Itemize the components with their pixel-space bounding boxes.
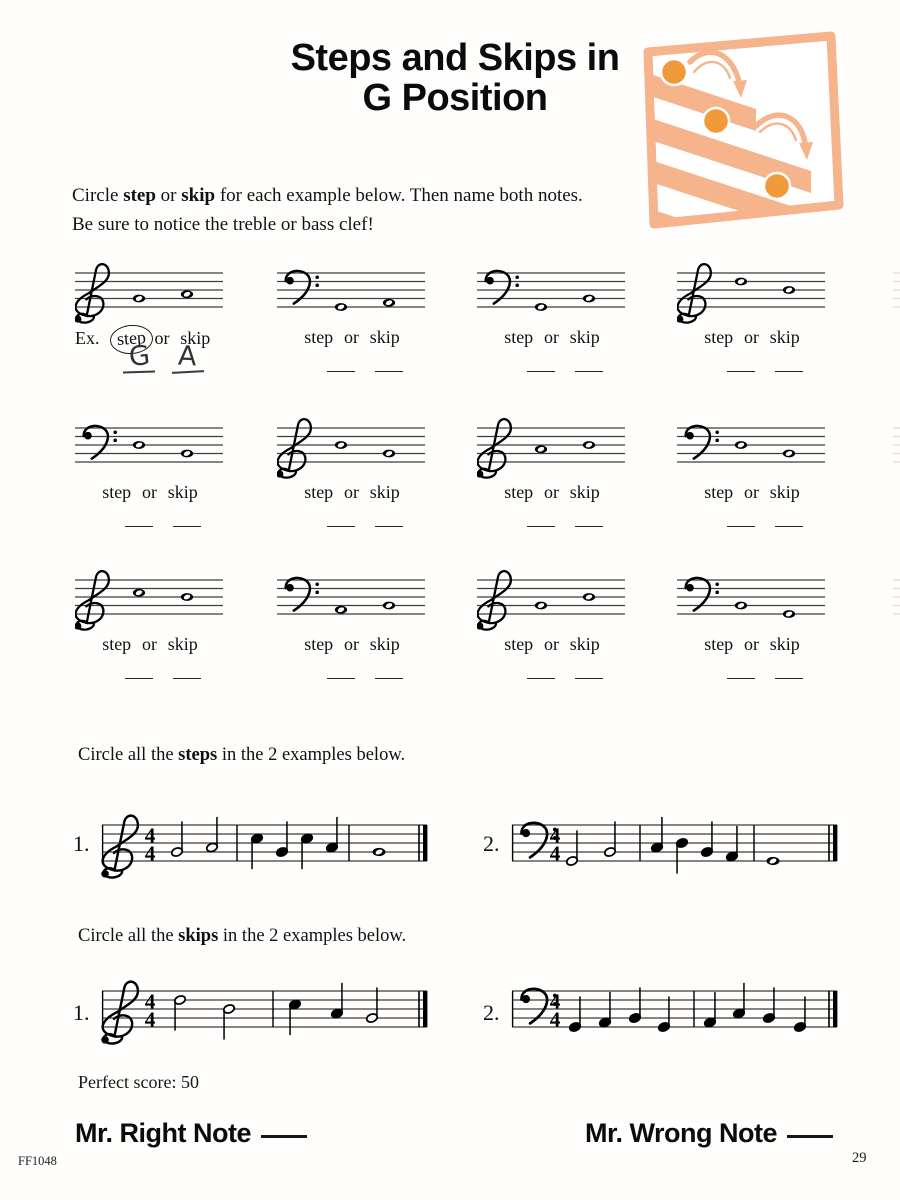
notation-example-cell [477, 414, 629, 538]
answer-blank[interactable] [775, 678, 803, 679]
mini-staff [477, 414, 629, 486]
whole-note [335, 441, 347, 449]
mr-wrong-note-blank[interactable] [787, 1135, 833, 1138]
instructions-line1: Circle step or skip for each example below. Then name both notes. [72, 185, 583, 206]
answer-blank[interactable] [173, 678, 201, 679]
quarter-note [289, 999, 302, 1035]
page-number: 29 [852, 1150, 867, 1166]
notation-example-cell [277, 259, 429, 383]
final-barline-thick [833, 825, 837, 861]
whole-note [181, 450, 193, 458]
steps-section-heading: Circle all the steps in the 2 examples below. [78, 745, 406, 765]
whole-note [335, 303, 347, 311]
mr-wrong-note [585, 1118, 833, 1149]
perfect-score: Perfect score: 50 [78, 1072, 199, 1092]
mini-staff [75, 259, 227, 331]
bass-clef-dot [315, 275, 319, 279]
mini-staff [277, 414, 429, 486]
bass-clef-dot [113, 439, 117, 443]
whole-note [535, 303, 547, 311]
ball-icon [764, 173, 790, 199]
whole-note [383, 450, 395, 458]
half-note [174, 995, 187, 1031]
time-signature-numerator: 4 [144, 823, 156, 848]
mr-right-note-blank[interactable] [261, 1135, 307, 1138]
page-title-line1: Steps and Skips in [290, 37, 620, 79]
answer-blank[interactable] [527, 526, 555, 527]
whole-note [735, 602, 747, 610]
quarter-note [704, 992, 717, 1028]
whole-note [335, 606, 347, 614]
catalog-number: FF1048 [18, 1154, 57, 1168]
bass-clef-dot [715, 430, 719, 434]
quarter-note [763, 987, 776, 1023]
whole-note [767, 857, 780, 865]
step-or-skip-label[interactable]: step or skip [504, 482, 600, 502]
ball-icon [703, 108, 729, 134]
answer-blank[interactable] [375, 526, 403, 527]
example-label: Ex. [75, 328, 100, 348]
whole-note [383, 299, 395, 307]
quarter-note [701, 821, 714, 857]
whole-note [373, 848, 386, 856]
instructions [72, 181, 632, 239]
circled-step-choice[interactable]: step [109, 324, 154, 356]
mr-right-note [75, 1118, 307, 1149]
notation-example-cell [477, 566, 629, 690]
notation-example-cell [677, 259, 829, 383]
page-edge-staff-stub [893, 579, 900, 619]
example-number: 2. [483, 831, 500, 856]
mini-staff [477, 259, 629, 331]
notation-example-cell [677, 566, 829, 690]
mini-staff [677, 566, 829, 638]
notation-example-cell [75, 414, 227, 538]
answer-blank[interactable] [527, 371, 555, 372]
quarter-note [251, 833, 264, 869]
step-or-skip-label[interactable]: step or skip [504, 634, 600, 654]
answer-blank[interactable] [327, 526, 355, 527]
step-or-skip-label[interactable]: step or skip [704, 327, 800, 347]
step-or-skip-label[interactable]: step or skip [102, 634, 198, 654]
step-or-skip-label[interactable]: step or skip [304, 482, 400, 502]
half-note [566, 830, 579, 866]
bass-clef-dot [315, 591, 319, 595]
answer-blank[interactable] [172, 370, 204, 374]
quarter-note [569, 996, 582, 1032]
steps-illustration [636, 30, 848, 234]
half-note [171, 821, 184, 857]
quarter-note [276, 821, 289, 857]
mini-staff [75, 566, 227, 638]
answer-blank[interactable] [575, 526, 603, 527]
handwritten-answer[interactable]: A [177, 340, 198, 373]
notation-example-cell [477, 259, 629, 383]
answer-blank[interactable] [125, 526, 153, 527]
answer-blank[interactable] [727, 678, 755, 679]
page-edge-staff-stub [893, 427, 900, 467]
mini-staff [677, 414, 829, 486]
treble-clef-dot [101, 870, 109, 878]
whole-note [783, 610, 795, 618]
whole-note [583, 593, 595, 601]
answer-blank[interactable] [727, 371, 755, 372]
quarter-note [326, 817, 339, 853]
time-signature-denominator: 4 [549, 841, 561, 866]
whole-note [783, 450, 795, 458]
bass-clef-dot [715, 439, 719, 443]
time-signature-denominator: 4 [144, 1007, 156, 1032]
music-example-staff[interactable] [98, 795, 438, 907]
answer-blank[interactable] [327, 678, 355, 679]
page-title-line2: G Position [362, 77, 548, 120]
mini-staff [277, 259, 429, 331]
answer-blank[interactable] [727, 526, 755, 527]
bass-clef-dot [315, 284, 319, 288]
whole-note [181, 593, 193, 601]
whole-note [735, 441, 747, 449]
notation-example-cell [677, 414, 829, 538]
whole-note [783, 286, 795, 294]
notation-example-cell [75, 566, 227, 690]
final-barline-thick [423, 991, 427, 1027]
bass-clef-dot [715, 591, 719, 595]
quarter-note [726, 826, 739, 862]
step-or-skip-label[interactable]: step or skip [704, 482, 800, 502]
answer-blank[interactable] [123, 370, 155, 373]
time-signature-denominator: 4 [549, 1007, 561, 1032]
final-barline-thick [423, 825, 427, 861]
example-answer-row [75, 325, 265, 354]
quarter-note [651, 817, 664, 853]
final-barline-thick [833, 991, 837, 1027]
step-or-skip-label[interactable]: step or skip [102, 482, 198, 502]
mr-right-note-label: Mr. Right Note [75, 1118, 251, 1148]
half-note [206, 817, 219, 853]
time-signature-numerator: 4 [549, 823, 561, 848]
page-edge-staff-stub [893, 272, 900, 312]
mr-wrong-note-label: Mr. Wrong Note [585, 1118, 777, 1148]
whole-note [583, 295, 595, 303]
time-signature-denominator: 4 [144, 841, 156, 866]
step-or-skip-label[interactable]: or skip [154, 328, 211, 348]
answer-blank[interactable] [775, 371, 803, 372]
example-number: 1. [73, 1000, 90, 1025]
notation-example-cell [277, 414, 429, 538]
whole-note [583, 441, 595, 449]
whole-note [383, 602, 395, 610]
quarter-note [794, 996, 807, 1032]
bass-clef-dot [515, 275, 519, 279]
notation-example-cell [277, 566, 429, 690]
answer-blank[interactable] [173, 526, 201, 527]
whole-note [133, 589, 145, 597]
answer-blank[interactable] [575, 678, 603, 679]
time-signature-numerator: 4 [549, 989, 561, 1014]
bass-clef-dot [315, 582, 319, 586]
answer-blank[interactable] [527, 678, 555, 679]
bass-clef-dot [515, 284, 519, 288]
whole-note [535, 445, 547, 453]
step-or-skip-label[interactable]: step or skip [504, 327, 600, 347]
steps-illustration-svg [636, 30, 848, 234]
skips-section-heading: Circle all the skips in the 2 examples below. [78, 926, 407, 946]
quarter-note [676, 838, 689, 874]
whole-note [735, 278, 747, 286]
music-example-staff[interactable] [508, 795, 848, 907]
bass-clef-dot [113, 430, 117, 434]
quarter-note [599, 992, 612, 1028]
half-note [604, 821, 617, 857]
whole-note [535, 602, 547, 610]
answer-blank[interactable] [375, 678, 403, 679]
handwritten-answer[interactable]: G [127, 339, 152, 374]
quarter-note [658, 996, 671, 1032]
mini-staff [75, 414, 227, 486]
music-example-staff[interactable] [98, 961, 438, 1073]
mini-staff [477, 566, 629, 638]
notation-example-cell [75, 259, 227, 383]
answer-blank[interactable] [327, 371, 355, 372]
instructions-line2: Be sure to notice the treble or bass clef! [72, 214, 374, 235]
whole-note [133, 295, 145, 303]
treble-clef-dot [101, 1036, 109, 1044]
half-note [366, 987, 379, 1023]
bass-clef-dot [715, 582, 719, 586]
example-number: 2. [483, 1000, 500, 1025]
step-or-skip-label[interactable]: step or skip [304, 327, 400, 347]
quarter-note [629, 987, 642, 1023]
ball-icon [661, 59, 687, 85]
quarter-note [301, 833, 314, 869]
whole-note [181, 290, 193, 298]
step-or-skip-label[interactable]: step or skip [304, 634, 400, 654]
music-example-staff[interactable] [508, 961, 848, 1073]
whole-note [133, 441, 145, 449]
quarter-note [733, 983, 746, 1019]
example-number: 1. [73, 831, 90, 856]
quarter-note [331, 983, 344, 1019]
half-note [223, 1004, 236, 1040]
answer-blank[interactable] [775, 526, 803, 527]
step-or-skip-label[interactable]: step or skip [704, 634, 800, 654]
time-signature-numerator: 4 [144, 989, 156, 1014]
answer-blank[interactable] [375, 371, 403, 372]
mini-staff [677, 259, 829, 331]
mini-staff [277, 566, 429, 638]
answer-blank[interactable] [125, 678, 153, 679]
answer-blank[interactable] [575, 371, 603, 372]
